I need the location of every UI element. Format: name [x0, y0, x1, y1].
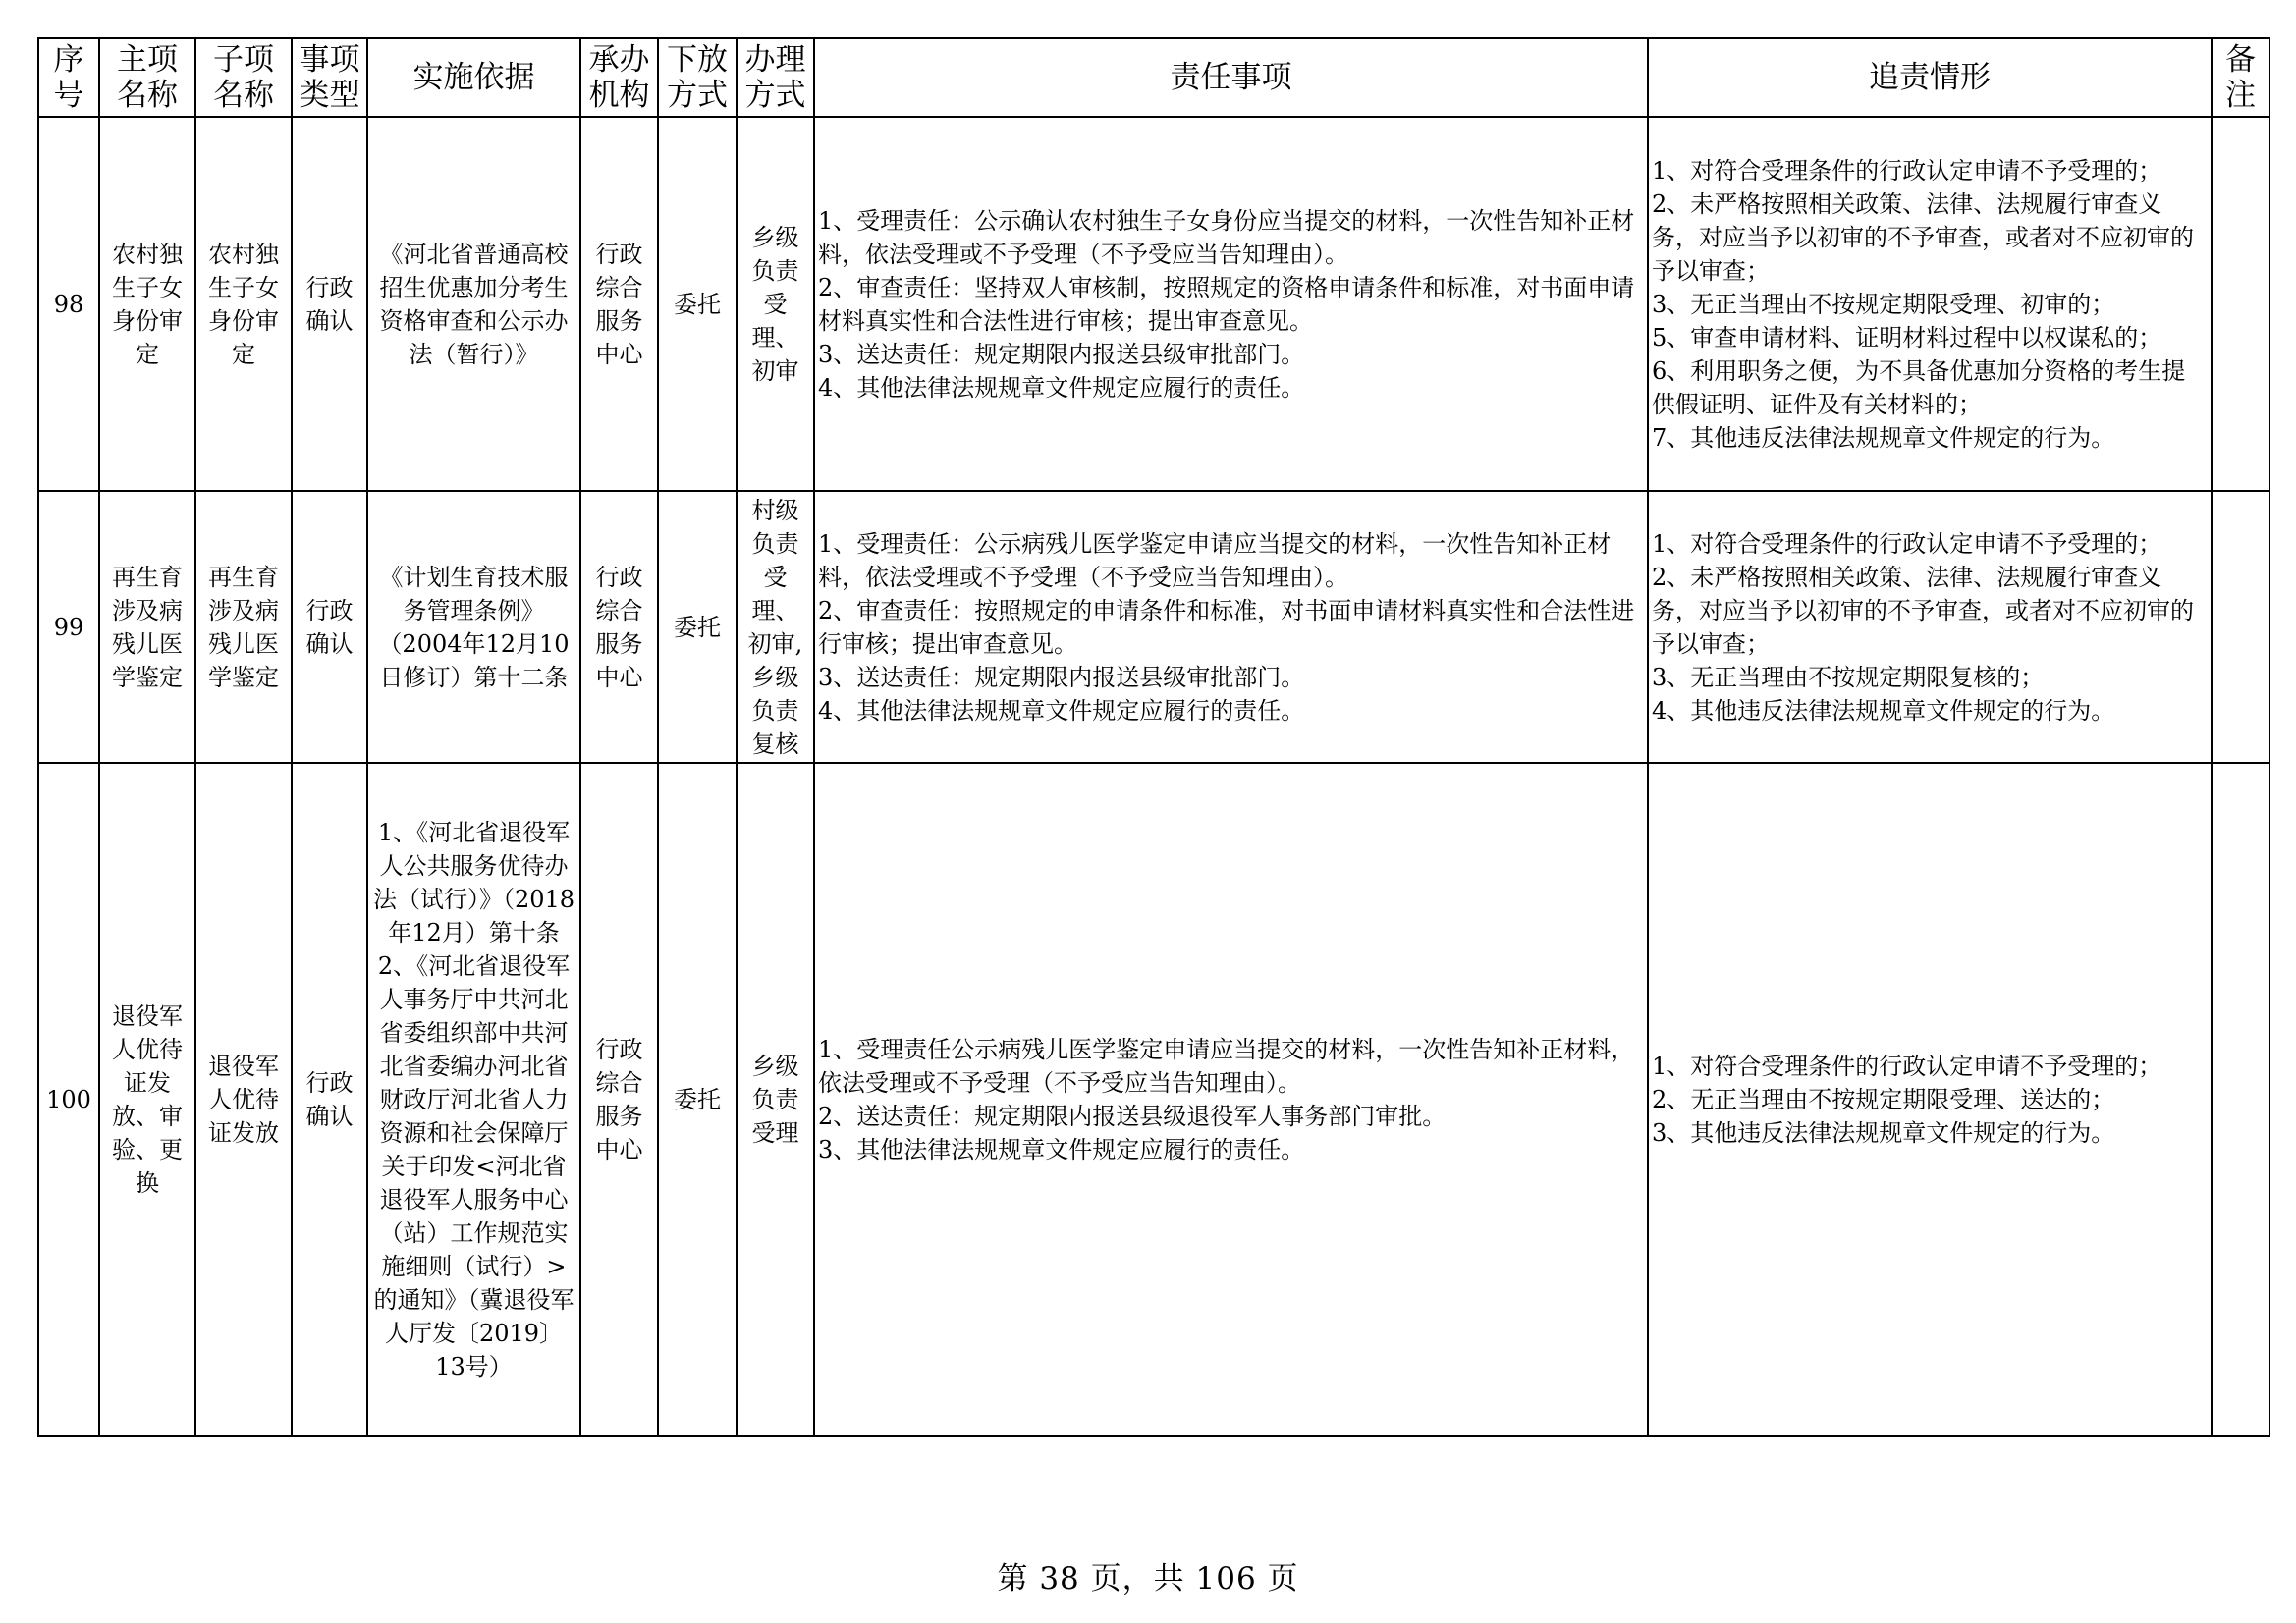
table-header-row: [38, 38, 2269, 117]
cell-remarks: [2212, 763, 2269, 1436]
header-responsibility: 责任事项: [814, 38, 1648, 117]
responsibility-table: [37, 37, 2270, 1437]
cell-handling: 乡级负责受理: [737, 763, 814, 1436]
cell-item-type: 行政确认: [292, 117, 367, 491]
header-delegation: 下放方式: [658, 38, 737, 117]
cell-remarks: [2212, 491, 2269, 763]
header-handling: 办理方式: [737, 38, 814, 117]
cell-accountability: 1、对符合受理条件的行政认定申请不予受理的； 2、未严格按照相关政策、法律、法规履行审查义务，对应当予以初审的不予审查，或者对不应初审的予以审查； 3、无正当理由不按规定期限复核的； 4、其他违反法律法规规章文件规定的行为。: [1648, 491, 2212, 763]
cell-main-name: 农村独生子女身份审定: [99, 117, 195, 491]
cell-sub-name: 退役军人优待证发放: [195, 763, 292, 1436]
header-seq: 序号: [38, 38, 99, 117]
cell-delegation: 委托: [658, 117, 737, 491]
cell-responsibility: 1、受理责任：公示病残儿医学鉴定申请应当提交的材料，一次性告知补正材料，依法受理或不予受理（不予受应当告知理由）。 2、审查责任：按照规定的申请条件和标准，对书面申请材料真实性和合法性进行审核；提出审查意见。 3、送达责任：规定期限内报送县级审批部门。 4、其他法律法规规章文件规定应履行的责任。: [814, 491, 1648, 763]
cell-seq: 100: [38, 763, 99, 1436]
cell-agency: 行政综合服务中心: [580, 763, 658, 1436]
cell-sub-name: 农村独生子女身份审定: [195, 117, 292, 491]
cell-basis: 1、《河北省退役军人公共服务优待办法（试行）》（2018年12月）第十条 2、《河北省退役军人事务厅中共河北省委组织部中共河北省委编办河北省财政厅河北省人力资源和社会保障厅关于印发<河北省退役军人服务中心（站）工作规范实施细则（试行）>的通知》（冀退役军人厅发〔2019〕13号）: [367, 763, 580, 1436]
cell-seq: 99: [38, 491, 99, 763]
page-number: 第 38 页，共 106 页: [997, 1561, 1299, 1596]
cell-accountability: 1、对符合受理条件的行政认定申请不予受理的； 2、无正当理由不按规定期限受理、送达的； 3、其他违反法律法规规章文件规定的行为。: [1648, 763, 2212, 1436]
cell-handling: 村级负责受理、初审,乡级负责复核: [737, 491, 814, 763]
cell-main-name: 退役军人优待证发放、审验、更换: [99, 763, 195, 1436]
cell-seq: 98: [38, 117, 99, 491]
cell-responsibility: 1、受理责任公示病残儿医学鉴定申请应当提交的材料，一次性告知补正材料，依法受理或不予受理（不予受应当告知理由）。 2、送达责任：规定期限内报送县级退役军人事务部门审批。 3、其他法律法规规章文件规定应履行的责任。: [814, 763, 1648, 1436]
table-row: [38, 117, 2269, 491]
cell-item-type: 行政确认: [292, 491, 367, 763]
header-basis: 实施依据: [367, 38, 580, 117]
cell-basis: 《计划生育技术服务管理条例》（2004年12月10日修订）第十二条: [367, 491, 580, 763]
cell-delegation: 委托: [658, 763, 737, 1436]
cell-item-type: 行政确认: [292, 763, 367, 1436]
header-sub-name: 子项名称: [195, 38, 292, 117]
cell-remarks: [2212, 117, 2269, 491]
cell-sub-name: 再生育涉及病残儿医学鉴定: [195, 491, 292, 763]
header-agency: 承办机构: [580, 38, 658, 117]
cell-main-name: 再生育涉及病残儿医学鉴定: [99, 491, 195, 763]
header-main-name: 主项名称: [99, 38, 195, 117]
header-remarks: 备注: [2212, 38, 2269, 117]
header-accountability: 追责情形: [1648, 38, 2212, 117]
table-row: [38, 763, 2269, 1436]
table-row: [38, 491, 2269, 763]
cell-handling: 乡级负责受理、初审: [737, 117, 814, 491]
cell-agency: 行政综合服务中心: [580, 117, 658, 491]
cell-basis: 《河北省普通高校招生优惠加分考生资格审查和公示办法（暂行）》: [367, 117, 580, 491]
cell-delegation: 委托: [658, 491, 737, 763]
cell-accountability: 1、对符合受理条件的行政认定申请不予受理的； 2、未严格按照相关政策、法律、法规履行审查义务，对应当予以初审的不予审查，或者对不应初审的予以审查； 3、无正当理由不按规定期限受理、初审的； 5、审查申请材料、证明材料过程中以权谋私的； 6、利用职务之便，为不具备优惠加分资格的考生提供假证明、证件及有关材料的； 7、其他违反法律法规规章文件规定的行为。: [1648, 117, 2212, 491]
header-item-type: 事项类型: [292, 38, 367, 117]
cell-agency: 行政综合服务中心: [580, 491, 658, 763]
cell-responsibility: 1、受理责任：公示确认农村独生子女身份应当提交的材料，一次性告知补正材料，依法受理或不予受理（不予受应当告知理由）。 2、审查责任：坚持双人审核制，按照规定的资格申请条件和标准，对书面申请材料真实性和合法性进行审核；提出审查意见。 3、送达责任：规定期限内报送县级审批部门。 4、其他法律法规规章文件规定应履行的责任。: [814, 117, 1648, 491]
